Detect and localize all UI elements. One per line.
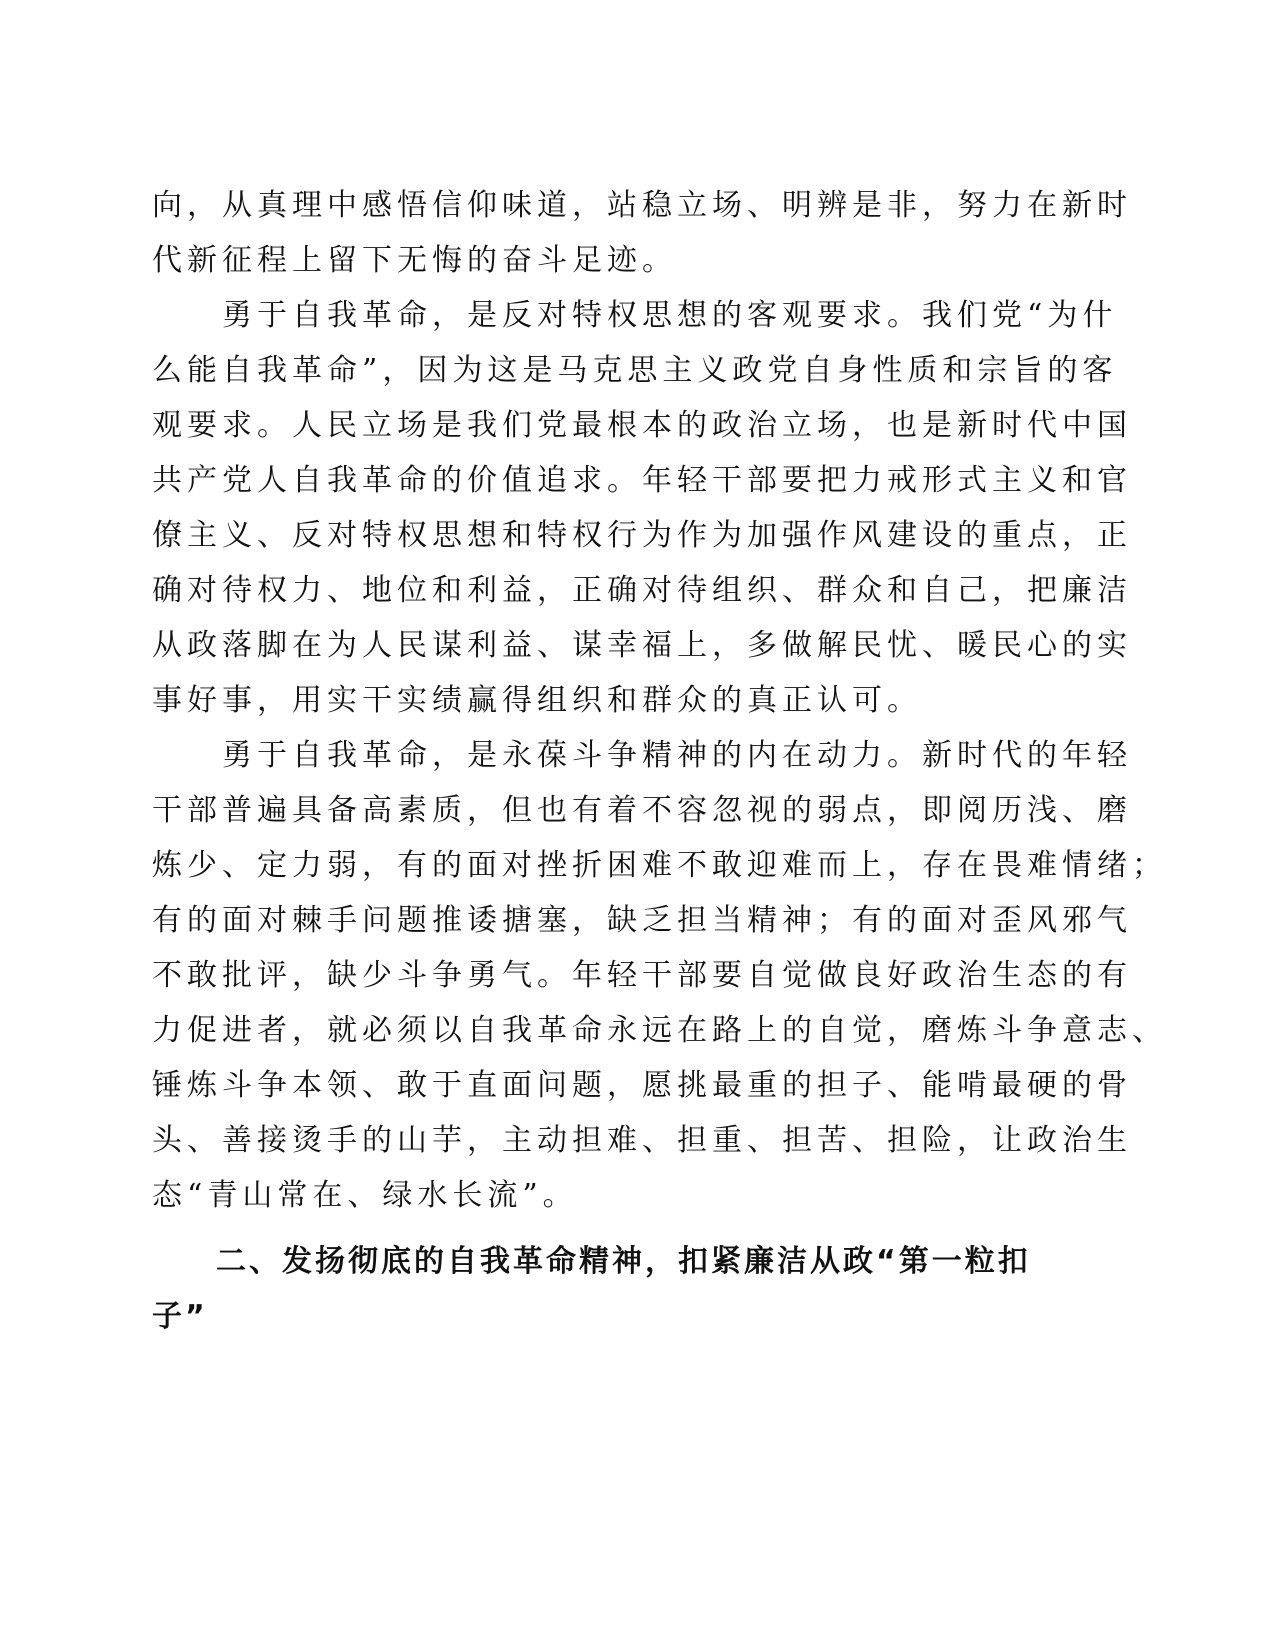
text-line: 勇于自我革命，是永葆斗争精神的内在动力。新时代的年轻 [222,738,1132,773]
text-line: 不敢批评，缺少斗争勇气。年轻干部要自觉做良好政治生态的有 [152,958,1132,993]
text-line: 确对待权力、地位和利益，正确对待组织、群众和自己，把廉洁 [152,573,1132,608]
text-line: 么能自我革命”，因为这是马克思主义政党自身性质和宗旨的客 [152,353,1118,388]
text-line: 事好事，用实干实绩赢得组织和群众的真正认可。 [152,683,922,718]
text-line: 从政落脚在为人民谋利益、谋幸福上，多做解民忧、暖民心的实 [152,628,1132,663]
text-line: 有的面对棘手问题推诿搪塞，缺乏担当精神；有的面对歪风邪气 [152,903,1132,938]
text-line: 勇于自我革命，是反对特权思想的客观要求。我们党“为什 [222,298,1118,333]
text-line: 向，从真理中感悟信仰味道，站稳立场、明辨是非，努力在新时 [152,188,1132,223]
text-line: 态“青山常在、绿水长流”。 [152,1178,578,1213]
text-line: 炼少、定力弱，有的面对挫折困难不敢迎难而上，存在畏难情绪； [152,848,1167,883]
text-line: 锤炼斗争本领、敢于直面问题，愿挑最重的担子、能啃最硬的骨 [152,1068,1132,1103]
document-body [152,178,1167,1344]
heading-line: 二、发扬彻底的自我革命精神，扣紧廉洁从政“第一粒扣 [216,1244,1031,1279]
section-heading [152,1234,1102,1344]
paragraph-continuation [152,178,1132,288]
text-line: 力促进者，就必须以自我革命永远在路上的自觉，磨炼斗争意志、 [152,1013,1167,1048]
text-line: 僚主义、反对特权思想和特权行为作为加强作风建设的重点，正 [152,518,1132,553]
paragraph-struggle-spirit [152,728,1167,1223]
text-line: 观要求。人民立场是我们党最根本的政治立场，也是新时代中国 [152,408,1132,443]
paragraph-anti-privilege [152,288,1132,728]
text-line: 头、善接烫手的山芋，主动担难、担重、担苦、担险，让政治生 [152,1123,1132,1158]
text-line: 代新征程上留下无悔的奋斗足迹。 [152,243,677,278]
text-line: 干部普遍具备高素质，但也有着不容忽视的弱点，即阅历浅、磨 [152,793,1132,828]
heading-line: 子” [152,1299,208,1334]
text-line: 共产党人自我革命的价值追求。年轻干部要把力戒形式主义和官 [152,463,1132,498]
